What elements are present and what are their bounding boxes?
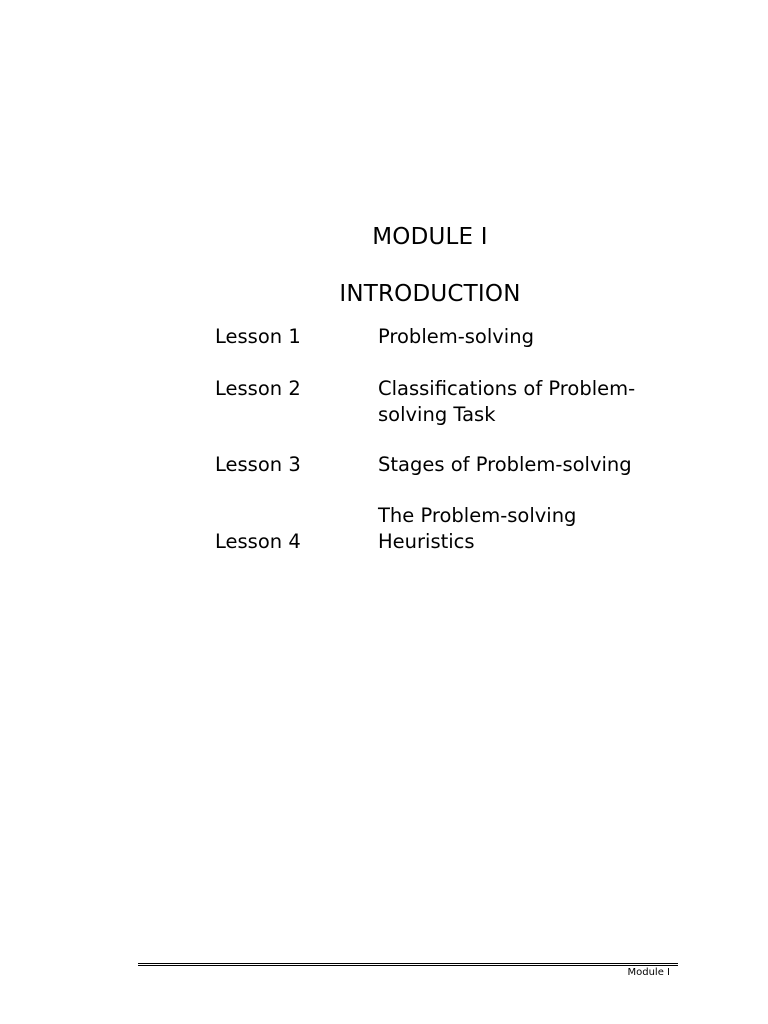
footer-module-label: Module I [627, 967, 670, 978]
lesson-title-line: Classifications of Problem- [378, 377, 636, 400]
footer-divider [138, 963, 678, 966]
lesson-title-line: Heuristics [378, 530, 475, 553]
lesson-label: Lesson 2 [215, 377, 301, 400]
lesson-title: Problem-solving [378, 325, 534, 348]
lesson-label: Lesson 3 [215, 453, 301, 476]
lesson-title: Stages of Problem-solving [378, 453, 632, 476]
lesson-label: Lesson 1 [215, 325, 301, 348]
lesson-title-line: The Problem-solving [378, 504, 577, 527]
lesson-label: Lesson 4 [215, 530, 301, 553]
section-title: INTRODUCTION [339, 281, 521, 307]
lesson-title-line: solving Task [378, 403, 496, 426]
module-heading: MODULE I [372, 224, 488, 250]
